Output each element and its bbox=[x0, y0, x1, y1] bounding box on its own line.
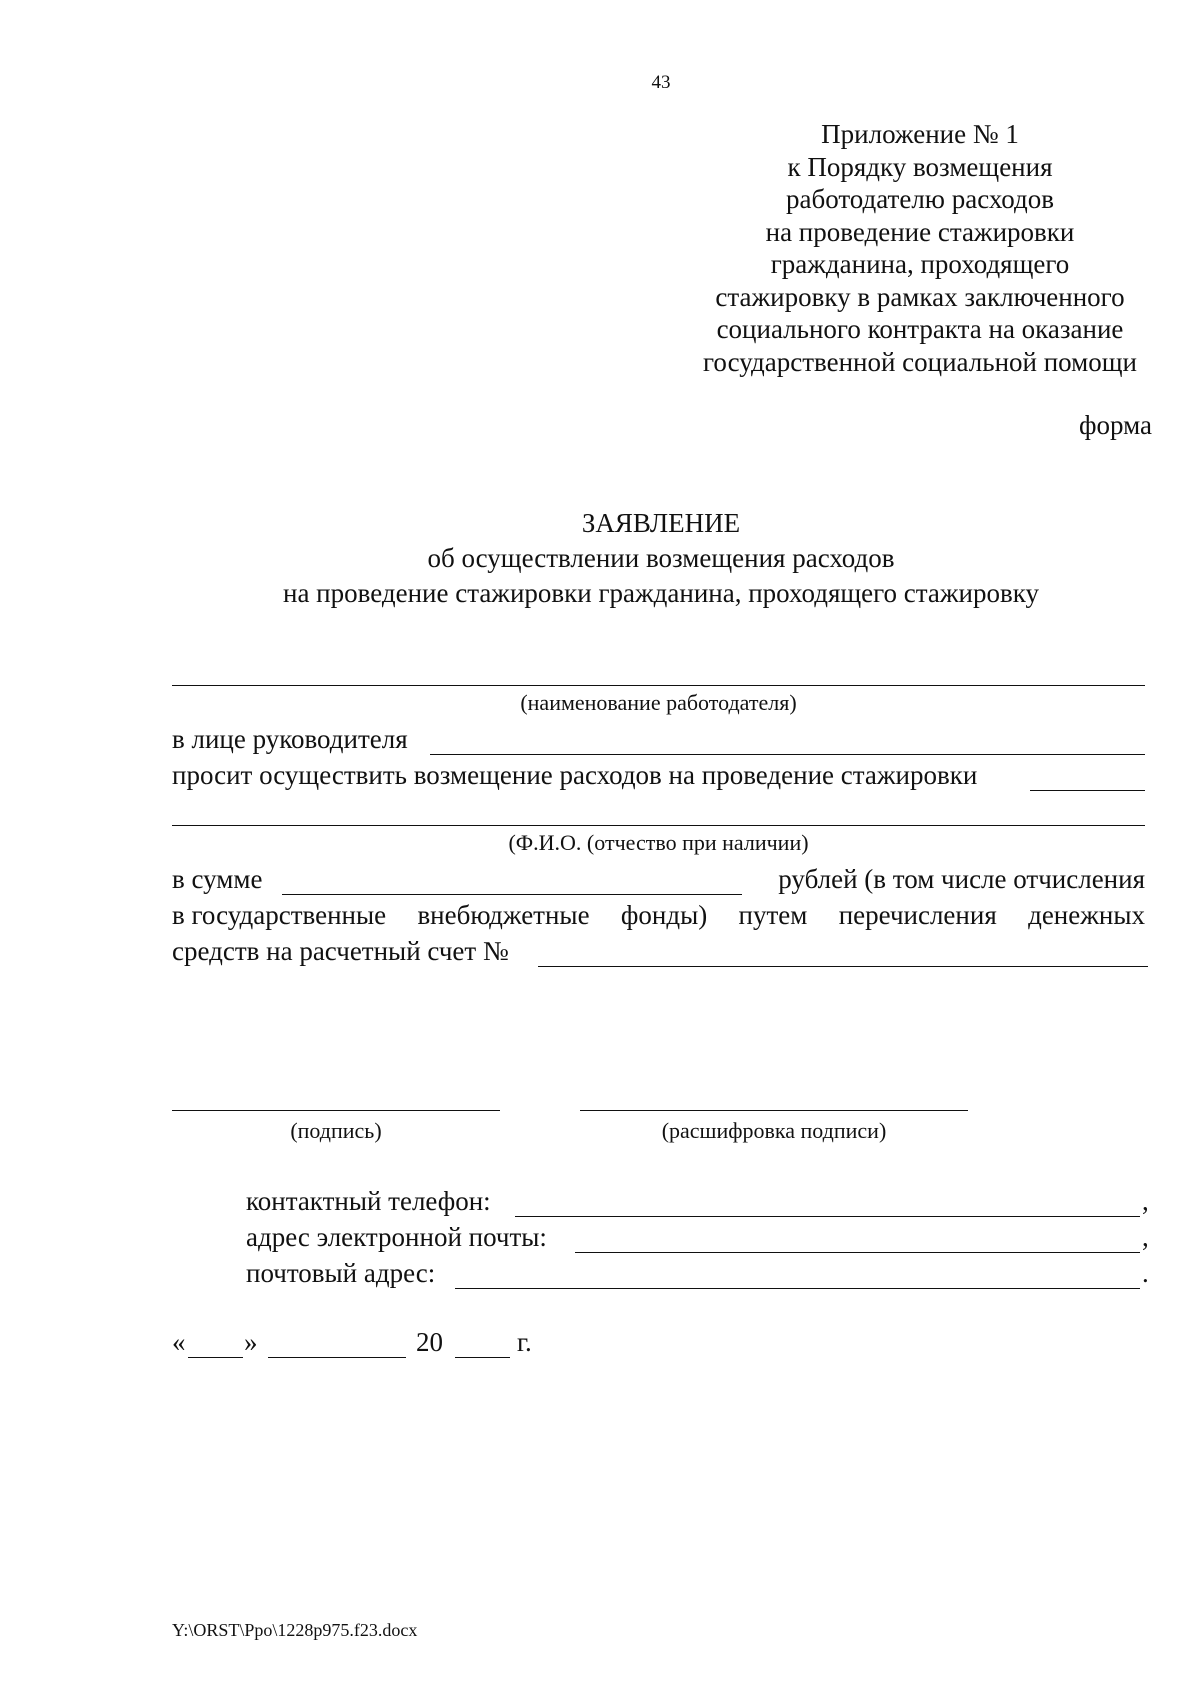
email-field[interactable] bbox=[575, 1252, 1140, 1253]
file-path-footer: Y:\ORST\Ppo\1228p975.f23.docx bbox=[172, 1620, 418, 1640]
date-close-quote: » bbox=[244, 1327, 258, 1357]
employer-caption: (наименование работодателя) bbox=[520, 690, 797, 715]
email-comma: , bbox=[1142, 1222, 1149, 1252]
funds-text-line bbox=[172, 900, 1145, 931]
title-line-1: об осуществлении возмещения расходов bbox=[427, 543, 895, 573]
signature-decode-caption: (расшифровка подписи) bbox=[661, 1118, 887, 1143]
funds-word: фонды) bbox=[620, 900, 708, 930]
postal-address-field[interactable] bbox=[455, 1288, 1140, 1289]
request-field[interactable] bbox=[1030, 790, 1145, 791]
funds-word: денежных bbox=[1028, 900, 1145, 930]
title-heading: ЗАЯВЛЕНИЕ bbox=[581, 508, 741, 538]
funds-word: в государственные bbox=[172, 900, 387, 930]
account-label: средств на расчетный счет № bbox=[172, 936, 509, 966]
annex-line: к Порядку возмещения bbox=[787, 151, 1053, 182]
annex-line: стажировку в рамках заключенного bbox=[715, 281, 1125, 312]
funds-word: перечисления bbox=[838, 900, 997, 930]
annex-line: на проведение стажировки bbox=[765, 216, 1075, 247]
sum-label: в сумме bbox=[172, 864, 263, 894]
fio-field[interactable] bbox=[172, 825, 1145, 826]
funds-word: внебюджетные bbox=[417, 900, 590, 930]
postal-label: почтовый адрес: bbox=[246, 1258, 436, 1288]
annex-block bbox=[680, 118, 1160, 378]
sum-field[interactable] bbox=[282, 894, 742, 895]
employer-name-field[interactable] bbox=[172, 685, 1145, 686]
fio-caption: (Ф.И.О. (отчество при наличии) bbox=[508, 830, 809, 855]
phone-comma: , bbox=[1142, 1186, 1149, 1216]
date-year-suffix: г. bbox=[517, 1327, 532, 1357]
annex-line: гражданина, проходящего bbox=[770, 249, 1070, 279]
head-label: в лице руководителя bbox=[172, 724, 408, 754]
date-year-field[interactable] bbox=[455, 1357, 510, 1358]
signature-field[interactable] bbox=[172, 1110, 500, 1111]
annex-line: Приложение № 1 bbox=[821, 119, 1019, 149]
document-title bbox=[0, 506, 1200, 611]
funds-word: путем bbox=[738, 900, 808, 930]
head-name-field[interactable] bbox=[430, 754, 1145, 755]
date-open-quote: « bbox=[172, 1327, 186, 1357]
postal-period: . bbox=[1142, 1258, 1149, 1288]
request-text: просит осуществить возмещение расходов на проведение стажировки bbox=[172, 760, 978, 790]
date-year-prefix: 20 bbox=[416, 1327, 443, 1357]
sum-rest-text: рублей (в том числе отчисления bbox=[778, 864, 1145, 894]
date-month-field[interactable] bbox=[268, 1357, 406, 1358]
date-day-field[interactable] bbox=[188, 1357, 243, 1358]
phone-label: контактный телефон: bbox=[246, 1186, 491, 1216]
form-label: форма bbox=[1079, 410, 1152, 440]
title-line-2: на проведение стажировки гражданина, проходящего стажировку bbox=[283, 578, 1039, 608]
annex-line: социального контракта на оказание bbox=[716, 314, 1124, 344]
email-label: адрес электронной почты: bbox=[246, 1222, 547, 1252]
account-number-field[interactable] bbox=[538, 966, 1148, 967]
annex-line: государственной социальной помощи bbox=[703, 346, 1137, 377]
page-number: 43 bbox=[651, 72, 671, 93]
signature-caption: (подпись) bbox=[290, 1118, 382, 1143]
annex-line: работодателю расходов bbox=[785, 184, 1055, 214]
phone-field[interactable] bbox=[515, 1216, 1140, 1217]
signature-decode-field[interactable] bbox=[580, 1110, 968, 1111]
